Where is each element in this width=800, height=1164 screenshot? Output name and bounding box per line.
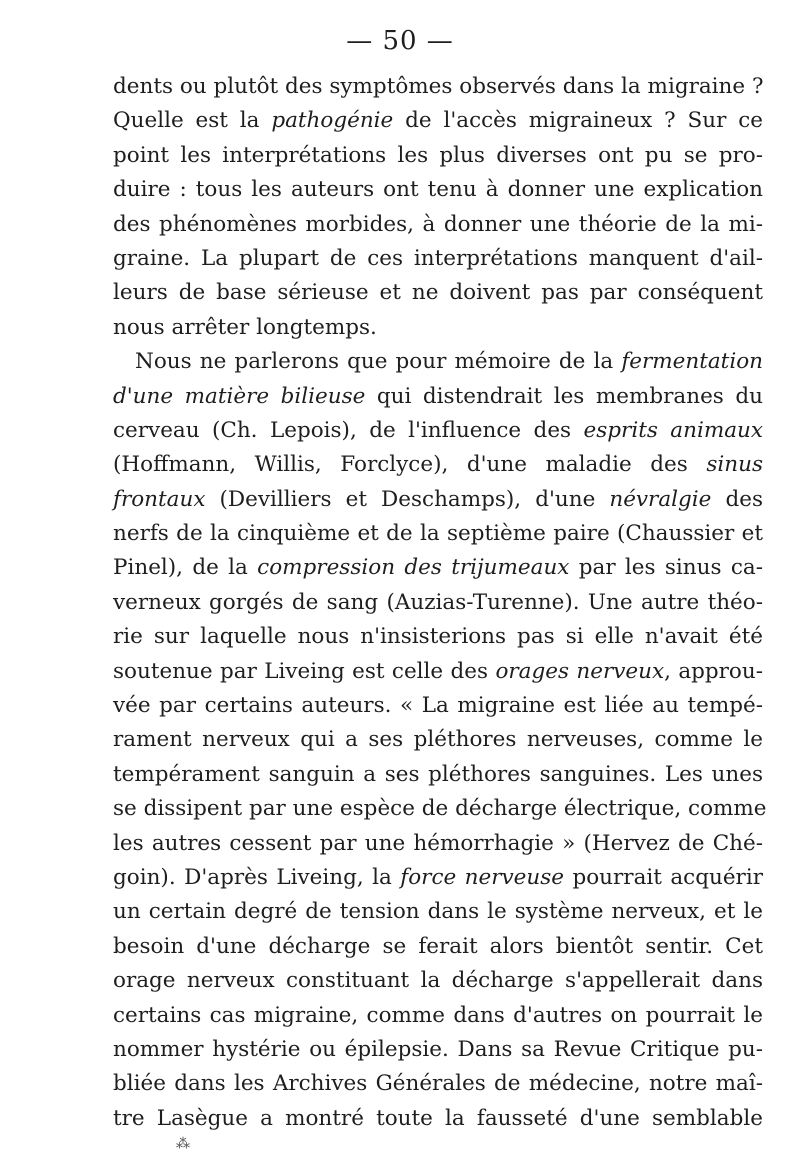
text-run: graine. La plupart de ces interprétations manquent d'ail- <box>113 245 763 271</box>
text-run: bliée dans les Archives Générales de médecine, notre maî- <box>113 1071 763 1097</box>
text-line <box>113 173 763 207</box>
body-text <box>113 70 767 1136</box>
text-line <box>113 999 763 1033</box>
text-run: nous arrêter longtemps. <box>113 314 377 340</box>
text-run: goin). D'après Liveing, la <box>113 864 401 890</box>
text-run: Nous ne parlerons que pour mémoire de la <box>135 349 622 375</box>
text-run: rie sur laquelle nous n'insisterions pas si elle n'avait été <box>113 624 763 650</box>
text-line <box>113 551 763 585</box>
text-run: tempérament sanguin a ses pléthores sanguines. Les unes <box>113 761 763 787</box>
text-run: (Devilliers et Deschamps), d'une <box>205 486 610 512</box>
text-run: nerfs de la cinquième et de la septième paire (Chaussier et <box>113 521 763 547</box>
text-line <box>113 448 763 482</box>
text-line <box>113 70 763 104</box>
text-line <box>113 311 763 345</box>
text-line <box>113 104 763 138</box>
text-run: (Hoffmann, Willis, Forclyce), d'une maladie des <box>113 452 707 478</box>
text-run: un certain degré de tension dans le système nerveux, et le <box>113 899 763 925</box>
text-line <box>113 620 763 654</box>
text-line <box>113 345 763 379</box>
text-line <box>113 792 767 826</box>
text-line <box>113 242 763 276</box>
text-line <box>113 517 763 551</box>
text-run: des <box>711 486 763 512</box>
italic-term: pathogénie <box>271 108 394 134</box>
text-line <box>113 1102 763 1136</box>
text-line <box>113 827 763 861</box>
text-run: qui distendrait les membranes du <box>365 383 763 409</box>
text-line <box>113 586 763 620</box>
text-run: des phénomènes morbides, à donner une théorie de la mi- <box>113 211 763 237</box>
text-line <box>113 1067 763 1101</box>
italic-term: d'une matière bilieuse <box>113 383 366 409</box>
text-run: les autres cessent par une hémorrhagie » (Hervez de Ché- <box>113 830 763 856</box>
text-line <box>113 655 763 689</box>
text-run: duire : tous les auteurs ont tenu à donner une explication <box>113 177 763 203</box>
text-run: cerveau (Ch. Lepois), de l'influence des <box>113 417 584 443</box>
text-line <box>113 414 763 448</box>
text-line <box>113 861 763 895</box>
italic-term: sinus <box>706 452 763 478</box>
page-number: — 50 — <box>346 26 454 56</box>
text-run: pourrait acquérir <box>564 864 763 890</box>
text-line <box>113 723 763 757</box>
printer-mark: ⁂ <box>176 1136 190 1152</box>
text-run: tre Lasègue a montré toute la fausseté d'une semblable <box>113 1105 763 1131</box>
text-line <box>113 689 763 723</box>
text-line <box>113 930 763 964</box>
italic-term: frontaux <box>113 486 206 512</box>
italic-term: compression des trijumeaux <box>257 555 570 581</box>
text-run: point les interprétations les plus diverses ont pu se pro- <box>113 142 763 168</box>
text-run: se dissipent par une espèce de décharge électrique, comme <box>113 796 767 822</box>
text-line <box>113 895 763 929</box>
text-run: vée par certains auteurs. « La migraine est liée au tempé- <box>113 693 763 719</box>
text-run: nommer hystérie ou épilepsie. Dans sa Revue Critique pu- <box>113 1036 763 1062</box>
text-run: verneux gorgés de sang (Auzias-Turenne). Une autre théo- <box>113 589 763 615</box>
italic-term: esprits animaux <box>583 417 764 443</box>
text-line <box>113 1033 763 1067</box>
text-run: Quelle est la <box>113 108 272 134</box>
italic-term: force nerveuse <box>400 864 565 890</box>
text-line <box>113 483 763 517</box>
text-line <box>113 380 763 414</box>
text-line <box>113 276 763 310</box>
text-run: rament nerveux qui a ses pléthores nerveuses, comme le <box>113 727 763 753</box>
text-run: par les sinus ca- <box>569 555 763 581</box>
text-line <box>113 758 763 792</box>
italic-term: fermentation <box>621 349 763 375</box>
text-run: de l'accès migraineux ? Sur ce <box>393 108 763 134</box>
text-line <box>113 208 763 242</box>
text-run: , approu- <box>664 658 763 684</box>
text-line <box>113 964 763 998</box>
italic-term: névralgie <box>609 486 712 512</box>
text-run: dents ou plutôt des symptômes observés dans la migraine ? <box>113 74 764 99</box>
text-run: certains cas migraine, comme dans d'autres on pourrait le <box>113 1002 763 1028</box>
text-run: besoin d'une décharge se ferait alors bientôt sentir. Cet <box>113 933 763 959</box>
text-line <box>113 139 763 173</box>
italic-term: orages nerveux <box>495 658 665 684</box>
text-run: orage nerveux constituant la décharge s'appellerait dans <box>113 968 763 994</box>
text-run: leurs de base sérieuse et ne doivent pas par conséquent <box>113 280 763 306</box>
text-run: Pinel), de la <box>113 555 258 581</box>
text-run: soutenue par Liveing est celle des <box>113 658 496 684</box>
